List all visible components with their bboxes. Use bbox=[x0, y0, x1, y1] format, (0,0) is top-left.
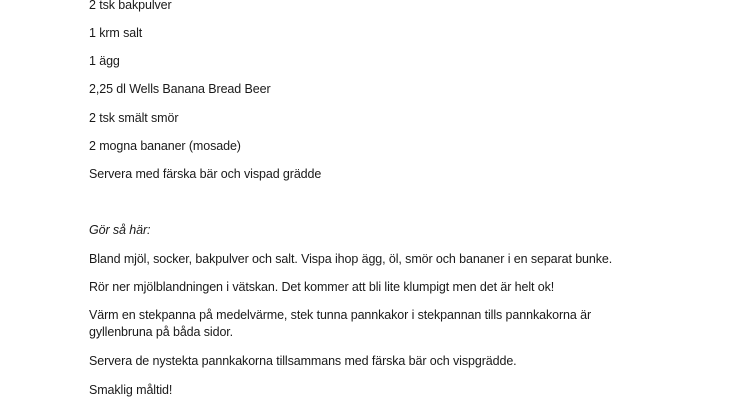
instruction-line: Bland mjöl, socker, bakpulver och salt. Vispa ihop ägg, öl, smör och bananer i en separat bunke. bbox=[89, 252, 613, 266]
serving-suggestion: Servera med färska bär och vispad grädde bbox=[89, 167, 322, 181]
ingredient-line: 1 ägg bbox=[89, 54, 120, 68]
ingredient-line: 2,25 dl Wells Banana Bread Beer bbox=[89, 82, 271, 96]
instruction-line: Rör ner mjölblandningen i vätskan. Det kommer att bli lite klumpigt men det är helt ok! bbox=[89, 280, 555, 294]
ingredient-line: 1 krm salt bbox=[89, 26, 143, 40]
ingredient-line: 2 tsk smält smör bbox=[89, 111, 179, 125]
ingredient-line: 2 mogna bananer (mosade) bbox=[89, 139, 241, 153]
instruction-line-continued: gyllenbruna på båda sidor. bbox=[89, 325, 234, 339]
instruction-line: Servera de nystekta pannkakorna tillsammans med färska bär och vispgrädde. bbox=[89, 354, 517, 368]
ingredient-line: 2 tsk bakpulver bbox=[89, 0, 172, 12]
instruction-line: Värm en stekpanna på medelvärme, stek tunna pannkakor i stekpannan tills pannkakorna är bbox=[89, 308, 592, 322]
closing-line: Smaklig måltid! bbox=[89, 383, 173, 397]
instructions-heading: Gör så här: bbox=[89, 223, 151, 237]
